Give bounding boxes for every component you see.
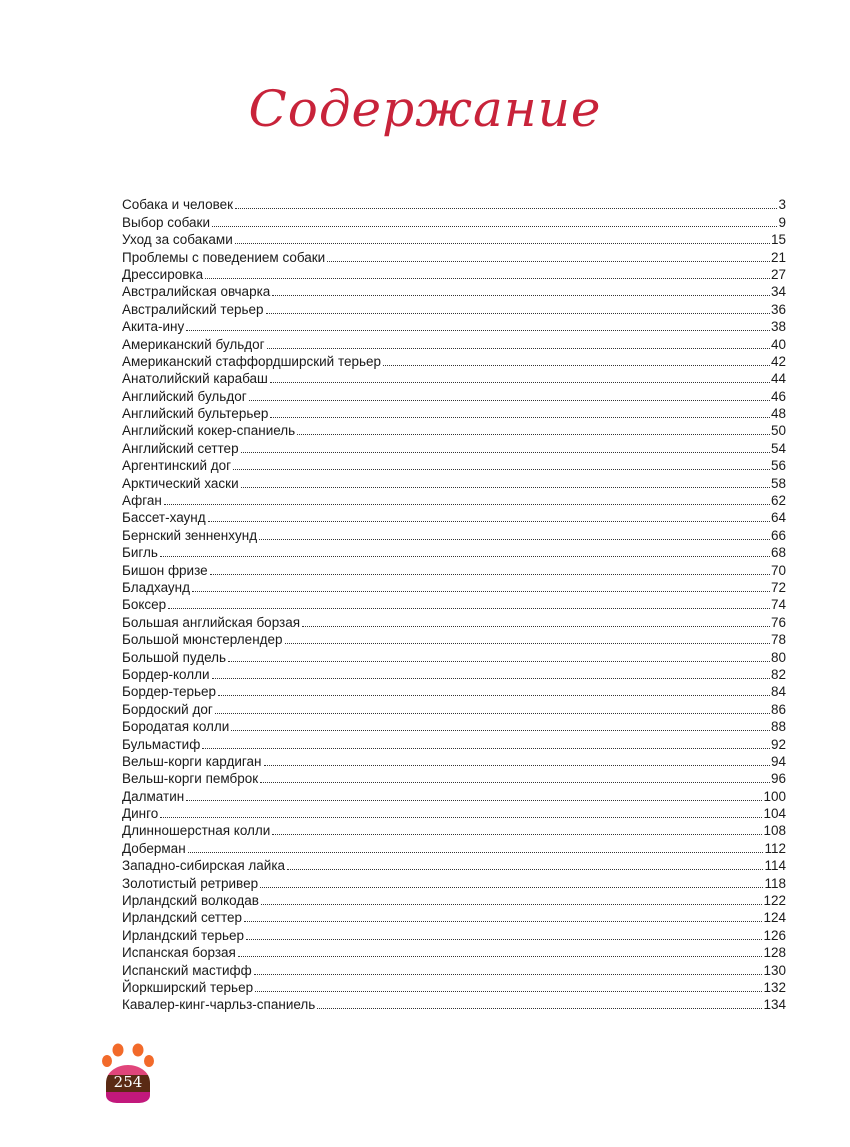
toc-entry[interactable]	[122, 369, 786, 386]
dot-leader	[210, 574, 770, 575]
toc-entry[interactable]	[122, 821, 786, 838]
toc-entry-page: 76	[770, 614, 786, 630]
toc-entry-page: 100	[763, 788, 786, 804]
dot-leader	[235, 243, 770, 244]
toc-entry[interactable]	[122, 317, 786, 334]
toc-entry[interactable]	[122, 804, 786, 821]
toc-entry[interactable]	[122, 943, 786, 960]
dot-leader	[267, 348, 770, 349]
toc-entry[interactable]	[122, 891, 786, 908]
toc-entry-title: Бордер-терьер	[122, 684, 217, 700]
toc-entry[interactable]	[122, 873, 786, 890]
toc-entry-page: 86	[770, 701, 786, 717]
toc-entry[interactable]	[122, 595, 786, 612]
toc-entry-page: 66	[770, 527, 786, 543]
dot-leader	[233, 469, 770, 470]
toc-entry[interactable]	[122, 769, 786, 786]
toc-entry-title: Бульмастиф	[122, 736, 201, 752]
toc-entry-page: 46	[770, 388, 786, 404]
toc-entry-page: 68	[770, 545, 786, 561]
toc-entry-title: Испанский мастифф	[122, 962, 252, 978]
dot-leader	[235, 208, 777, 209]
toc-entry-page: 62	[770, 493, 786, 509]
toc-entry-title: Собака и человек	[122, 197, 234, 213]
toc-entry[interactable]	[122, 421, 786, 438]
toc-entry[interactable]	[122, 665, 786, 682]
toc-entry-page: 128	[763, 945, 786, 961]
toc-entry-page: 74	[770, 597, 786, 613]
toc-entry-page: 118	[764, 875, 786, 891]
toc-entry-title: Доберман	[122, 840, 186, 856]
toc-entry-title: Длинношерстная колли	[122, 823, 271, 839]
toc-entry-title: Большой мюнстерлендер	[122, 632, 283, 648]
toc-entry-title: Английский бультерьер	[122, 406, 269, 422]
toc-entry[interactable]	[122, 230, 786, 247]
toc-entry[interactable]	[122, 925, 786, 942]
toc-entry-page: 108	[763, 823, 786, 839]
toc-entry[interactable]	[122, 560, 786, 577]
toc-entry-page: 78	[770, 632, 786, 648]
dot-leader	[317, 1008, 762, 1009]
toc-entry-page: 50	[770, 423, 786, 439]
toc-entry[interactable]	[122, 612, 786, 629]
toc-entry-page: 27	[770, 266, 786, 282]
toc-entry-page: 70	[770, 562, 786, 578]
dot-leader	[259, 539, 770, 540]
dot-leader	[327, 261, 770, 262]
toc-entry[interactable]	[122, 525, 786, 542]
toc-entry-page: 3	[778, 197, 786, 213]
toc-entry-title: Выбор собаки	[122, 214, 210, 230]
toc-entry-title: Уход за собаками	[122, 232, 233, 248]
toc-entry[interactable]	[122, 195, 786, 212]
paw-toe	[144, 1055, 154, 1067]
dot-leader	[383, 365, 770, 366]
toc-entry-title: Ирландский сеттер	[122, 910, 242, 926]
dot-leader	[186, 800, 762, 801]
toc-entry-title: Далматин	[122, 788, 185, 804]
toc-entry-page: 104	[763, 806, 786, 822]
toc-entry[interactable]	[122, 265, 786, 282]
dot-leader	[297, 434, 770, 435]
paw-toe	[133, 1044, 144, 1057]
toc-entry-title: Ирландский волкодав	[122, 893, 259, 909]
dot-leader	[218, 695, 770, 696]
toc-entry[interactable]	[122, 630, 786, 647]
toc-entry-page: 21	[770, 249, 786, 265]
dot-leader	[186, 330, 770, 331]
dot-leader	[244, 921, 762, 922]
page-title: Содержание	[248, 80, 602, 138]
toc-entry[interactable]	[122, 978, 786, 995]
toc-entry-page: 112	[764, 840, 786, 856]
paw-toe	[113, 1044, 124, 1057]
dot-leader	[160, 817, 762, 818]
toc-entry-title: Дрессировка	[122, 266, 204, 282]
dot-leader	[272, 295, 770, 296]
toc-entry-page: 80	[770, 649, 786, 665]
toc-entry-page: 15	[770, 232, 786, 248]
dot-leader	[255, 991, 762, 992]
toc-entry-page: 48	[770, 406, 786, 422]
toc-entry-title: Аргентинский дог	[122, 458, 232, 474]
toc-entry-page: 42	[770, 353, 786, 369]
dot-leader	[287, 869, 763, 870]
dot-leader	[270, 417, 770, 418]
toc-entry[interactable]	[122, 473, 786, 490]
page-number: 254	[113, 1073, 143, 1091]
dot-leader	[241, 452, 770, 453]
dot-leader	[261, 904, 763, 905]
toc-entry-page: 38	[770, 319, 786, 335]
toc-entry-page: 82	[770, 666, 786, 682]
dot-leader	[260, 782, 770, 783]
toc-entry-page: 64	[770, 510, 786, 526]
toc-entry-title: Бордер-колли	[122, 666, 210, 682]
toc-entry-page: 114	[764, 858, 786, 874]
toc-entry-title: Австралийский терьер	[122, 301, 264, 317]
dot-leader	[241, 487, 770, 488]
toc-entry[interactable]	[122, 647, 786, 664]
toc-entry-title: Золотистый ретривер	[122, 875, 259, 891]
toc-entry[interactable]	[122, 386, 786, 403]
paw-toe	[102, 1055, 112, 1067]
toc-entry-title: Испанская борзая	[122, 945, 236, 961]
toc-entry-page: 92	[770, 736, 786, 752]
toc-entry[interactable]	[122, 960, 786, 977]
toc-entry-page: 9	[778, 214, 786, 230]
toc-entry-title: Бладхаунд	[122, 579, 191, 595]
toc-entry-title: Йоркширский терьер	[122, 979, 254, 995]
toc-entry-title: Бордоский дог	[122, 701, 213, 717]
toc-entry-title: Вельш-корги кардиган	[122, 753, 262, 769]
toc-entry[interactable]	[122, 352, 786, 369]
toc-entry-title: Английский сеттер	[122, 440, 239, 456]
toc-entry[interactable]	[122, 908, 786, 925]
toc-entry[interactable]	[122, 752, 786, 769]
toc-entry[interactable]	[122, 491, 786, 508]
toc-entry-title: Бородатая колли	[122, 719, 230, 735]
dot-leader	[188, 852, 764, 853]
toc-entry-page: 88	[770, 719, 786, 735]
toc-entry-page: 72	[770, 579, 786, 595]
table-of-contents	[122, 195, 786, 1012]
toc-entry[interactable]	[122, 543, 786, 560]
toc-entry[interactable]	[122, 212, 786, 229]
dot-leader	[215, 713, 770, 714]
toc-entry-page: 36	[770, 301, 786, 317]
toc-entry-title: Английский бульдог	[122, 388, 247, 404]
dot-leader	[228, 661, 770, 662]
toc-entry[interactable]	[122, 717, 786, 734]
toc-entry-title: Ирландский терьер	[122, 927, 245, 943]
dot-leader	[285, 643, 770, 644]
toc-entry-title: Большой пудель	[122, 649, 227, 665]
dot-leader	[208, 521, 770, 522]
dot-leader	[212, 226, 777, 227]
dot-leader	[231, 730, 770, 731]
toc-entry[interactable]	[122, 438, 786, 455]
toc-entry-title: Бернский зенненхунд	[122, 527, 258, 543]
toc-entry-title: Анатолийский карабаш	[122, 371, 268, 387]
toc-entry[interactable]	[122, 786, 786, 803]
toc-entry-title: Западно-сибирская лайка	[122, 858, 286, 874]
toc-entry-title: Кавалер-кинг-чарльз-спаниель	[122, 997, 316, 1013]
toc-entry-page: 124	[763, 910, 786, 926]
toc-entry[interactable]	[122, 734, 786, 751]
dot-leader	[164, 504, 770, 505]
toc-entry-page: 132	[763, 979, 786, 995]
dot-leader	[205, 278, 770, 279]
toc-entry-title: Проблемы с поведением собаки	[122, 249, 326, 265]
toc-entry-page: 94	[770, 753, 786, 769]
toc-entry-title: Боксер	[122, 597, 167, 613]
dot-leader	[192, 591, 770, 592]
toc-entry[interactable]	[122, 838, 786, 855]
dot-leader	[260, 887, 763, 888]
toc-entry-page: 40	[770, 336, 786, 352]
toc-entry[interactable]	[122, 699, 786, 716]
toc-entry-title: Вельш-корги пемброк	[122, 771, 259, 787]
toc-entry-title: Арктический хаски	[122, 475, 239, 491]
toc-entry[interactable]	[122, 682, 786, 699]
toc-entry-title: Американский стаффордширский терьер	[122, 353, 382, 369]
toc-entry-page: 96	[770, 771, 786, 787]
toc-entry-title: Бигль	[122, 545, 158, 561]
toc-entry-page: 126	[763, 927, 786, 943]
dot-leader	[302, 626, 770, 627]
toc-entry-title: Австралийская овчарка	[122, 284, 271, 300]
toc-entry-page: 54	[770, 440, 786, 456]
toc-entry-title: Большая английская борзая	[122, 614, 301, 630]
toc-entry-page: 84	[770, 684, 786, 700]
toc-entry[interactable]	[122, 995, 786, 1012]
dot-leader	[270, 382, 770, 383]
dot-leader	[202, 748, 770, 749]
toc-entry[interactable]	[122, 334, 786, 351]
toc-entry[interactable]	[122, 456, 786, 473]
dot-leader	[249, 400, 770, 401]
toc-entry-title: Бишон фризе	[122, 562, 208, 578]
dot-leader	[238, 956, 763, 957]
toc-entry-title: Бассет-хаунд	[122, 510, 206, 526]
dot-leader	[246, 939, 762, 940]
toc-entry-page: 122	[763, 893, 786, 909]
toc-entry-title: Динго	[122, 806, 159, 822]
toc-entry[interactable]	[122, 578, 786, 595]
dot-leader	[266, 313, 770, 314]
toc-entry-page: 130	[763, 962, 786, 978]
toc-entry-page: 58	[770, 475, 786, 491]
toc-entry-page: 34	[770, 284, 786, 300]
dot-leader	[160, 556, 770, 557]
toc-entry[interactable]	[122, 282, 786, 299]
dot-leader	[264, 765, 770, 766]
toc-entry[interactable]	[122, 299, 786, 316]
dot-leader	[168, 608, 770, 609]
toc-entry-title: Акита-ину	[122, 319, 185, 335]
toc-entry[interactable]	[122, 247, 786, 264]
toc-entry-page: 56	[770, 458, 786, 474]
dot-leader	[254, 974, 763, 975]
toc-entry-title: Американский бульдог	[122, 336, 265, 352]
toc-entry-title: Английский кокер-спаниель	[122, 423, 296, 439]
dot-leader	[212, 678, 770, 679]
toc-entry[interactable]	[122, 508, 786, 525]
toc-entry-page: 134	[763, 997, 786, 1013]
toc-entry[interactable]	[122, 404, 786, 421]
dot-leader	[272, 834, 762, 835]
toc-entry-title: Афган	[122, 493, 162, 509]
toc-entry-page: 44	[770, 371, 786, 387]
toc-entry[interactable]	[122, 856, 786, 873]
